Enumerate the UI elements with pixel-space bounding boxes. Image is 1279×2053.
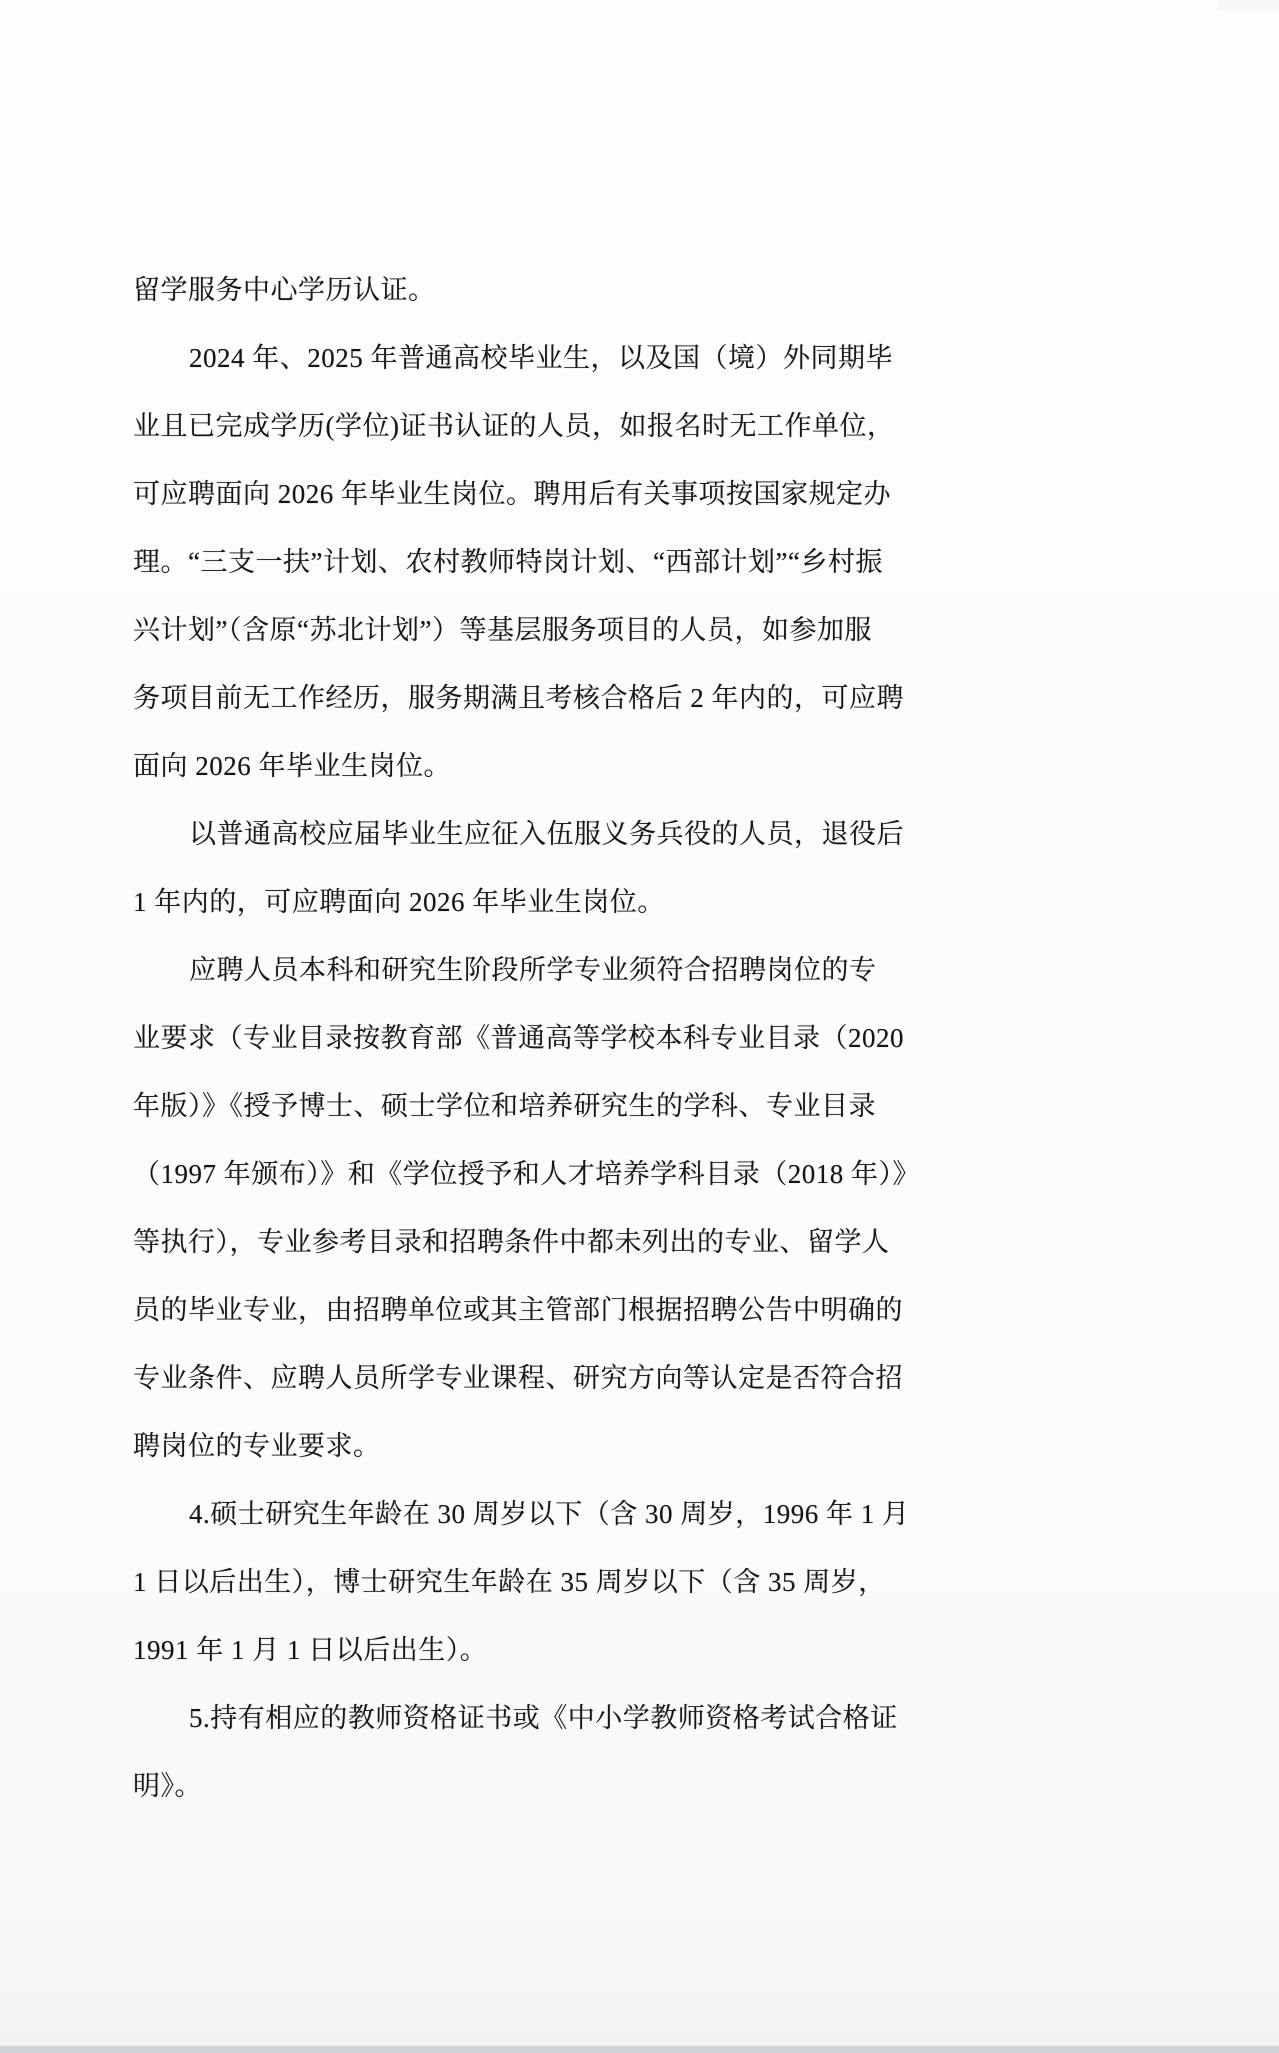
text-line: （1997 年颁布）》和《学位授予和人才培养学科目录（2018 年）》 bbox=[133, 1159, 920, 1189]
text-line: 留学服务中心学历认证。 bbox=[133, 275, 436, 305]
text-line: 聘岗位的专业要求。 bbox=[133, 1431, 381, 1461]
text-line: 等执行），专业参考目录和招聘条件中都未列出的专业、留学人 bbox=[133, 1227, 890, 1257]
text-line: 员的毕业专业，由招聘单位或其主管部门根据招聘公告中明确的 bbox=[133, 1295, 903, 1325]
scan-corner-shade bbox=[1219, 0, 1279, 10]
text-line: 务项目前无工作经历，服务期满且考核合格后 2 年内的，可应聘 bbox=[133, 683, 904, 713]
text-line: 明》。 bbox=[133, 1771, 202, 1801]
text-line: 兴计划”（含原“苏北计划”）等基层服务项目的人员，如参加服 bbox=[133, 615, 872, 645]
text-line: 业要求（专业目录按教育部《普通高等学校本科专业目录（2020 bbox=[133, 1023, 904, 1053]
text-line: 以普通高校应届毕业生应征入伍服义务兵役的人员，退役后 bbox=[189, 819, 904, 849]
text-line: 应聘人员本科和研究生阶段所学专业须符合招聘岗位的专 bbox=[189, 955, 877, 985]
text-line: 1 日以后出生），博士研究生年龄在 35 周岁以下（含 35 周岁， bbox=[133, 1567, 886, 1597]
text-line: 面向 2026 年毕业生岗位。 bbox=[133, 751, 451, 781]
text-line: 专业条件、应聘人员所学专业课程、研究方向等认定是否符合招 bbox=[133, 1363, 903, 1393]
text-line: 1991 年 1 月 1 日以后出生）。 bbox=[133, 1635, 488, 1665]
text-line: 2024 年、2025 年普通高校毕业生，以及国（境）外同期毕 bbox=[189, 343, 893, 373]
text-line: 4.硕士研究生年龄在 30 周岁以下（含 30 周岁，1996 年 1 月 bbox=[189, 1499, 910, 1529]
text-line: 5.持有相应的教师资格证书或《中小学教师资格考试合格证 bbox=[189, 1703, 898, 1733]
scan-bottom-edge bbox=[0, 2046, 1279, 2053]
text-line: 可应聘面向 2026 年毕业生岗位。聘用后有关事项按国家规定办 bbox=[133, 479, 891, 509]
text-line: 业且已完成学历(学位)证书认证的人员，如报名时无工作单位， bbox=[133, 411, 895, 441]
text-line: 1 年内的，可应聘面向 2026 年毕业生岗位。 bbox=[133, 887, 665, 917]
text-line: 年版）》《授予博士、硕士学位和培养研究生的学科、专业目录 bbox=[133, 1091, 876, 1121]
document-text-block bbox=[133, 256, 923, 1820]
text-line: 理。“三支一扶”计划、农村教师特岗计划、“西部计划”“乡村振 bbox=[133, 547, 883, 577]
